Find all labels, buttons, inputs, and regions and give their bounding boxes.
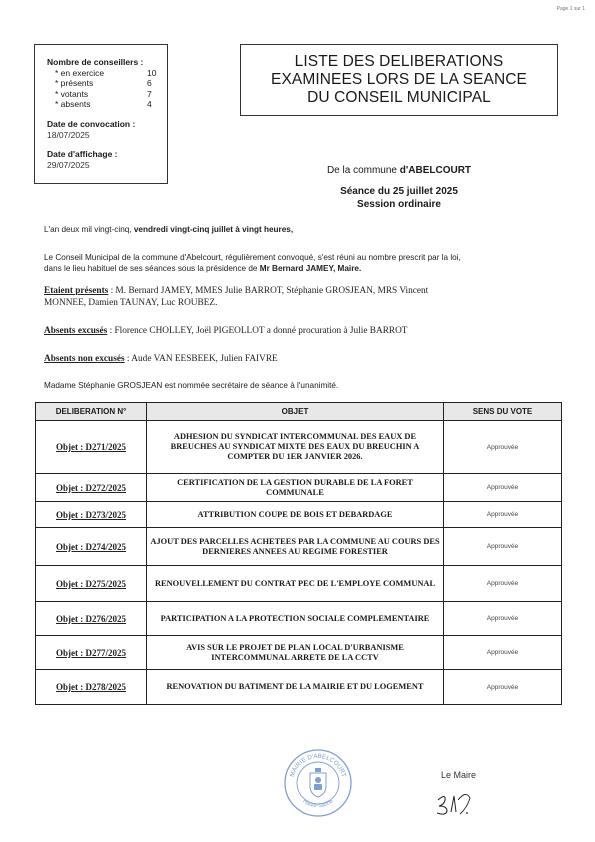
stamp-bottom-text: Haute-Saône xyxy=(301,798,335,810)
council-stats-box xyxy=(34,44,168,184)
stat-label: * en exercice xyxy=(55,67,105,78)
header-vote: SENS DU VOTE xyxy=(444,403,562,421)
stat-value: 4 xyxy=(147,99,152,110)
deliberation-number: Objet : D271/2025 xyxy=(36,421,147,474)
document-title-box xyxy=(240,44,558,116)
deliberation-object: ADHESION DU SYNDICAT INTERCOMMUNAL DES EAUX DE BREUCHES AU SYNDICAT MIXTE DES EAUX DU BREUCHIN A COMPTER DU 1ER JANVIER 2026. xyxy=(147,421,444,474)
president-name: Mr Bernard JAMEY, Maire. xyxy=(259,263,362,273)
convocation-label: Date de convocation : xyxy=(47,118,136,129)
table-row xyxy=(36,474,562,502)
deliberation-object: CERTIFICATION DE LA GESTION DURABLE DE LA FORET COMMUNALE xyxy=(147,474,444,502)
mayor-signature xyxy=(420,778,490,818)
convocation-date: 18/07/2025 xyxy=(47,129,90,140)
coat-of-arms-icon xyxy=(310,768,326,797)
session-date: Séance du 25 juillet 2025 xyxy=(340,186,458,197)
deliberation-number: Objet : D278/2025 xyxy=(36,670,147,705)
deliberation-number: Objet : D273/2025 xyxy=(36,502,147,528)
vote-result: Approuvée xyxy=(444,421,562,474)
secretary-line: Madame Stéphanie GROSJEAN est nommée secrétaire de séance à l'unanimité. xyxy=(44,381,339,390)
deliberation-number: Objet : D277/2025 xyxy=(36,636,147,670)
vote-result: Approuvée xyxy=(444,474,562,502)
vote-result: Approuvée xyxy=(444,566,562,602)
stat-label: * votants xyxy=(55,88,89,99)
deliberation-object: PARTICIPATION A LA PROTECTION SOCIALE COMPLEMENTAIRE xyxy=(147,602,444,636)
commune-name: d'ABELCOURT xyxy=(399,165,472,176)
session-info xyxy=(240,186,558,211)
deliberation-object: AJOUT DES PARCELLES ACHETEES PAR LA COMMUNE AU COURS DES DERNIERES ANNEES AU REGIME FORESTIER xyxy=(147,528,444,566)
deliberation-object: ATTRIBUTION COUPE DE BOIS ET DEBARDAGE xyxy=(147,502,444,528)
affichage-date: 29/07/2025 xyxy=(47,159,90,170)
deliberation-object: RENOVATION DU BATIMENT DE LA MAIRIE ET DU LOGEMENT xyxy=(147,670,444,705)
table-row xyxy=(36,528,562,566)
vote-result: Approuvée xyxy=(444,636,562,670)
meeting-intro-paragraph: Le Conseil Municipal de la commune d'Abelcourt, régulièrement convoqué, s'est réuni au nombre prescrit par la loi, dans le lieu habituel de ses séances sous la présidence de Mr Bernard JAMEY, Maire. xyxy=(44,253,461,273)
deliberation-number: Objet : D275/2025 xyxy=(36,566,147,602)
mayor-label: Le Maire xyxy=(441,770,477,780)
table-row xyxy=(36,566,562,602)
header-deliberation: DELIBERATION N° xyxy=(36,403,147,421)
deliberation-number: Objet : D276/2025 xyxy=(36,602,147,636)
table-row xyxy=(36,670,562,705)
table-header-row xyxy=(36,403,562,421)
deliberation-object: RENOUVELLEMENT DU CONTRAT PEC DE L'EMPLOYE COMMUNAL xyxy=(147,566,444,602)
page-number: Page 1 sur 1 xyxy=(556,6,585,12)
table-row xyxy=(36,636,562,670)
table-row xyxy=(36,602,562,636)
stat-row xyxy=(47,99,167,110)
vote-result: Approuvée xyxy=(444,528,562,566)
commune-line: De la commune d'ABELCOURT xyxy=(326,165,472,176)
table-row xyxy=(36,421,562,474)
unexcused-absentees: Absents non excusés : Aude VAN EESBEEK, Julien FAIVRE xyxy=(44,354,278,364)
deliberation-number: Objet : D274/2025 xyxy=(36,528,147,566)
affichage-label: Date d'affichage : xyxy=(47,149,118,160)
stamp-top-text: MAIRIE D'ABELCOURT xyxy=(288,752,348,778)
deliberation-object: AVIS SUR LE PROJET DE PLAN LOCAL D'URBANISME INTERCOMMUNAL ARRETE DE LA CCTV xyxy=(147,636,444,670)
stat-value: 10 xyxy=(147,67,157,78)
header-objet: OBJET xyxy=(147,403,444,421)
stat-label: * absents xyxy=(55,99,91,110)
stats-title: Nombre de conseillers : xyxy=(47,57,144,67)
stat-row xyxy=(47,78,167,89)
present-members: Etaient présents : M. Bernard JAMEY, MMES Julie BARROT, Stéphanie GROSJEAN, MRS Vincent MONNEE, Damien TAUNAY, Luc ROUBEZ. xyxy=(44,286,429,308)
mairie-stamp xyxy=(283,748,353,818)
deliberation-number: Objet : D272/2025 xyxy=(36,474,147,502)
excused-absentees: Absents excusés : Florence CHOLLEY, Joël PIGEOLLOT a donné procuration à Julie BARROT xyxy=(44,326,408,336)
vote-result: Approuvée xyxy=(444,602,562,636)
stat-row xyxy=(47,68,167,79)
meeting-date-line: L'an deux mil vingt-cinq, vendredi vingt-cinq juillet à vingt heures, xyxy=(44,225,294,234)
vote-result: Approuvée xyxy=(444,502,562,528)
stat-value: 6 xyxy=(147,78,152,89)
stat-label: * présents xyxy=(55,78,94,89)
table-row xyxy=(36,502,562,528)
vote-result: Approuvée xyxy=(444,670,562,705)
stat-row xyxy=(47,89,167,100)
deliberations-table xyxy=(35,402,562,705)
document-title: LISTE DES DELIBERATIONS EXAMINEES LORS DE LA SEANCE DU CONSEIL MUNICIPAL xyxy=(271,53,527,106)
stat-value: 7 xyxy=(147,88,152,99)
session-type: Session ordinaire xyxy=(357,198,441,210)
